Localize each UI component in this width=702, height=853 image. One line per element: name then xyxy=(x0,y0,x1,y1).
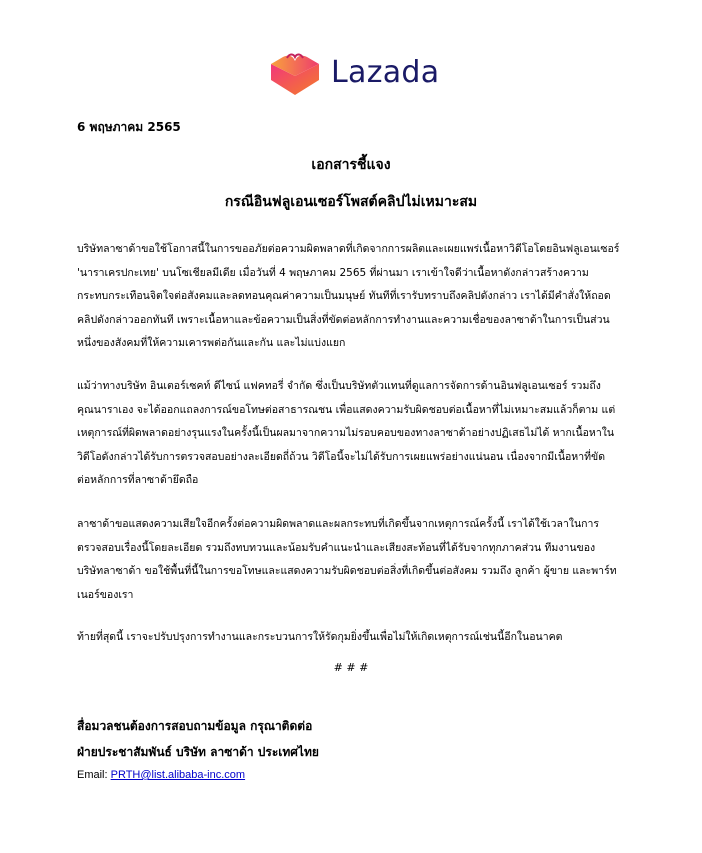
pr-department-line: ฝ่ายประชาสัมพันธ์ บริษัท ลาซาด้า ประเทศไทย xyxy=(77,745,319,759)
paragraph-line: บริษัทลาซาด้า ขอใช้พื้นที่นี้ในการขอโทษและแสดงความรับผิดชอบต่อสิ่งที่เกิดขึ้นต่อสังคม รวมถึง ลูกค้า ผู้ขาย และพาร์ท xyxy=(77,565,617,577)
document-title: เอกสารชี้แจง xyxy=(311,157,391,173)
paragraph-line: เนอร์ของเรา xyxy=(77,588,134,601)
paragraph-line: วิดีโอดังกล่าวได้รับการตรวจสอบอย่างละเอียดถี่ถ้วน วิดีโอนี้จะไม่ได้รับการเผยแพร่อย่างแน่นอน เนื่องจากมีเนื้อหาที่ขัด xyxy=(77,450,606,463)
paragraph-regret xyxy=(77,513,625,607)
paragraph-line: คลิปดังกล่าวออกทันที เพราะเนื้อหาและข้อความเป็นสิ่งที่ขัดต่อหลักการทำงานและความเชื่อของลาซาด้าในการเป็นส่วน xyxy=(77,313,610,326)
lazada-heart-icon xyxy=(265,50,325,96)
paragraph-line: เหตุการณ์ที่ผิดพลาดอย่างรุนแรงในครั้งนี้เป็นผลมาจากความไม่รอบคอบของทางลาซาด้าอย่างปฏิเสธไม่ได้ หากเนื้อหาใน xyxy=(77,427,615,439)
release-date: 6 พฤษภาคม 2565 xyxy=(77,120,181,134)
media-contact-line: สื่อมวลชนต้องการสอบถามข้อมูล กรุณาติดต่อ xyxy=(77,719,313,733)
paragraph-line: 'นาราเครปกะเทย' บนโซเชียลมีเดีย เมื่อวันที่ 4 พฤษภาคม 2565 ที่ผ่านมา เราเข้าใจดีว่าเนื้อหาดังกล่าวสร้างความ xyxy=(77,266,589,279)
email-link[interactable]: PRTH@list.alibaba-inc.com xyxy=(110,769,246,781)
paragraph-agency xyxy=(77,375,625,493)
paragraph-line: ต่อหลักการที่ลาซาด้ายึดถือ xyxy=(77,474,199,486)
paragraph-line: บริษัทลาซาด้าขอใช้โอกาสนี้ในการขออภัยต่อความผิดพลาดที่เกิดจากการผลิตและเผยแพร่เนื้อหาวิดีโอโดยอินฟลูเอนเซอร์ xyxy=(77,243,620,255)
paragraph-line: กระทบกระเทือนจิตใจต่อสังคมและลดทอนคุณค่าความเป็นมนุษย์ ทันทีที่เรารับทราบถึงคลิปดังกล่าว เราได้มีคำสั่งให้ถอด xyxy=(77,290,611,302)
lazada-logo xyxy=(265,50,439,96)
paragraph-line: ท้ายที่สุดนี้ เราจะปรับปรุงการทำงานและกระบวนการให้รัดกุมยิ่งขึ้นเพื่อไม่ให้เกิดเหตุการณ์เช่นนี้อีกในอนาคต xyxy=(77,631,563,643)
lazada-wordmark: Lazada xyxy=(331,55,440,90)
end-marks: # # # xyxy=(333,661,369,674)
paragraph-line: หนึ่งของสังคมที่ให้ความเคารพต่อกันและกัน และไม่แบ่งแยก xyxy=(77,337,346,349)
paragraph-line: แม้ว่าทางบริษัท อินเตอร์เซคท์ ดีไซน์ แฟคทอรี่ จำกัด ซึ่งเป็นบริษัทตัวแทนที่ดูแลการจัดการด้านอินฟลูเอนเซอร์ รวมถึง xyxy=(77,380,601,392)
paragraph-line: ตรวจสอบเรื่องนี้โดยละเอียด รวมถึงทบทวนและน้อมรับคำแนะนำและเสียงสะท้อนที่ได้รับจากทุกภาคส่วน ทีมงานของ xyxy=(77,541,596,554)
email-row xyxy=(77,769,245,781)
document-subtitle: กรณีอินฟลูเอนเซอร์โพสต์คลิปไม่เหมาะสม xyxy=(224,194,478,210)
paragraph-closing xyxy=(77,626,625,650)
paragraph-apology xyxy=(77,238,625,356)
paragraph-line: ลาซาด้าขอแสดงความเสียใจอีกครั้งต่อความผิดพลาดและผลกระทบที่เกิดขึ้นจากเหตุการณ์ครั้งนี้ เราได้ใช้เวลาในการ xyxy=(77,518,600,530)
paragraph-line: คุณนาราเอง จะได้ออกแถลงการณ์ขอโทษต่อสาธารณชน เพื่อแสดงความรับผิดชอบต่อเนื้อหาที่ไม่เหมาะสมแล้วก็ตาม แต่ xyxy=(77,403,616,416)
email-label: Email: xyxy=(77,769,108,781)
